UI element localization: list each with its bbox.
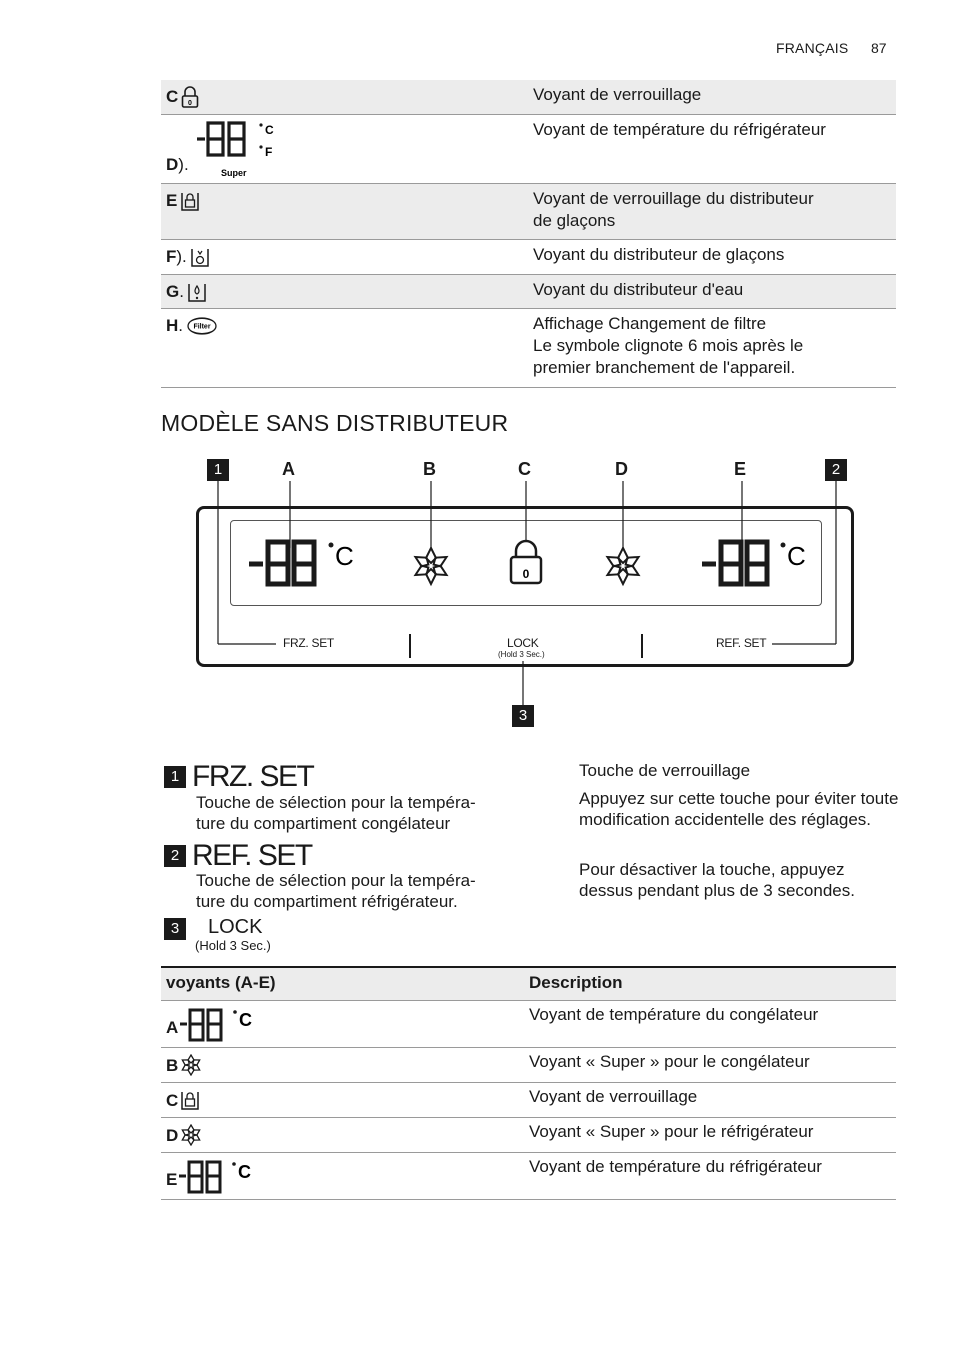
row-label: B: [166, 1056, 179, 1075]
callout-number-1: 1: [207, 459, 229, 481]
header-language: FRANÇAIS: [776, 40, 849, 56]
ref-set-button: REF. SET: [716, 636, 767, 650]
temperature-display-icon: [178, 1006, 264, 1044]
row-label: D: [166, 155, 179, 174]
row-label: C: [166, 1091, 179, 1110]
row-label: H: [166, 316, 179, 335]
callout-letter-a: A: [282, 459, 295, 479]
snowflake-icon: [180, 1054, 202, 1076]
key-ref-set: [164, 839, 312, 873]
row-description: Voyant du distributeur de glaçons: [533, 245, 785, 264]
row-label: E: [166, 191, 178, 210]
key-name: FRZ. SET: [192, 760, 314, 793]
row-label: F: [166, 247, 177, 266]
lock-hold-label: (Hold 3 Sec.): [498, 650, 545, 659]
table-row: D ). C F Super Voyant de température du réfrigérateur: [161, 115, 896, 184]
table-row: H . Filter Affichage Changement de filtre Le symbole clignote 6 mois après le premier branchement de l'appareil.: [161, 309, 896, 388]
row-description: Voyant de verrouillage: [529, 1087, 698, 1106]
key-frz-set: [164, 760, 313, 794]
svg-text:C: C: [239, 1010, 253, 1030]
svg-text:C: C: [335, 541, 354, 571]
table-row: F ). Voyant du distributeur de glaçons: [161, 240, 896, 275]
callout-letter-e: E: [734, 459, 747, 479]
key-name: REF. SET: [192, 839, 312, 872]
page-number: 87: [871, 40, 887, 56]
table-row: [161, 1048, 896, 1083]
key-lock: [164, 918, 186, 940]
temperature-display-icon: [177, 1158, 263, 1196]
table-row: [161, 1118, 896, 1153]
table-row: [161, 1153, 896, 1200]
row-description: Affichage Changement de filtre Le symbole clignote 6 mois après le premier branchement de l'appareil.: [533, 314, 804, 377]
callout-number-2: 2: [825, 459, 847, 481]
lock-icon: [180, 1089, 200, 1111]
row-description: Voyant de température du congélateur: [529, 1005, 819, 1024]
callout-number-3: 3: [512, 705, 534, 727]
key-number: 3: [164, 918, 186, 940]
row-description: Voyant « Super » pour le congélateur: [529, 1052, 810, 1071]
key-number: 2: [164, 845, 186, 867]
svg-text:C: C: [238, 1162, 252, 1182]
header-col-description: Description: [529, 973, 623, 992]
svg-text:0: 0: [188, 100, 193, 107]
snowflake-icon: [605, 548, 641, 584]
row-label: C: [166, 87, 179, 106]
row-label: G: [166, 282, 180, 301]
lock-title: Touche de verrouillage: [579, 761, 751, 780]
snowflake-icon: [180, 1124, 202, 1146]
row-label: A: [166, 1018, 179, 1037]
table-row: [161, 1001, 896, 1048]
temperature-display-icon: [702, 542, 767, 584]
row-label: D: [166, 1126, 179, 1145]
row-description: Voyant de verrouillage: [533, 85, 702, 104]
row-description: Voyant de température du réfrigérateur: [529, 1157, 822, 1176]
row-description: Voyant de verrouillage du distributeur de glaçons: [533, 189, 814, 230]
header-col-indicators: voyants (A-E): [166, 973, 276, 992]
row-description: Voyant de température du réfrigérateur: [533, 120, 826, 139]
row-description: Voyant du distributeur d'eau: [533, 280, 744, 299]
snowflake-icon: [413, 548, 449, 584]
svg-text:C: C: [787, 541, 806, 571]
svg-text:F: F: [265, 145, 273, 159]
callout-letter-d: D: [615, 459, 628, 479]
key-name: LOCK: [208, 916, 263, 938]
temperature-display-icon: [249, 542, 314, 584]
key-hold-label: (Hold 3 Sec.): [195, 938, 271, 953]
svg-text:C: C: [265, 123, 274, 137]
table-header: [161, 968, 896, 1001]
table-row: G . Voyant du distributeur d'eau: [161, 275, 896, 309]
section-title: MODÈLE SANS DISTRIBUTEUR: [161, 410, 509, 436]
table-row: [161, 1083, 896, 1118]
row-description: Voyant « Super » pour le réfrigérateur: [529, 1122, 814, 1141]
key-description: Touche de sélection pour la tempéra- ture du compartiment congélateur: [196, 793, 476, 833]
svg-text:Filter: Filter: [193, 323, 211, 331]
lock-paragraph-2: Pour désactiver la touche, appuyez dessus pendant plus de 3 secondes.: [579, 860, 855, 900]
lock-button: LOCK: [507, 636, 539, 650]
row-label: E: [166, 1170, 178, 1189]
callout-letter-b: B: [423, 459, 436, 479]
svg-text:0: 0: [522, 567, 530, 581]
key-number: 1: [164, 766, 186, 788]
svg-text:Super: Super: [221, 168, 247, 178]
lock-paragraph-1: Appuyez sur cette touche pour éviter toute modification accidentelle des réglages.: [579, 789, 899, 829]
callout-letter-c: C: [518, 459, 531, 479]
frz-set-button: FRZ. SET: [283, 636, 334, 650]
key-description: Touche de sélection pour la tempéra- ture du compartiment réfrigérateur.: [196, 871, 476, 911]
